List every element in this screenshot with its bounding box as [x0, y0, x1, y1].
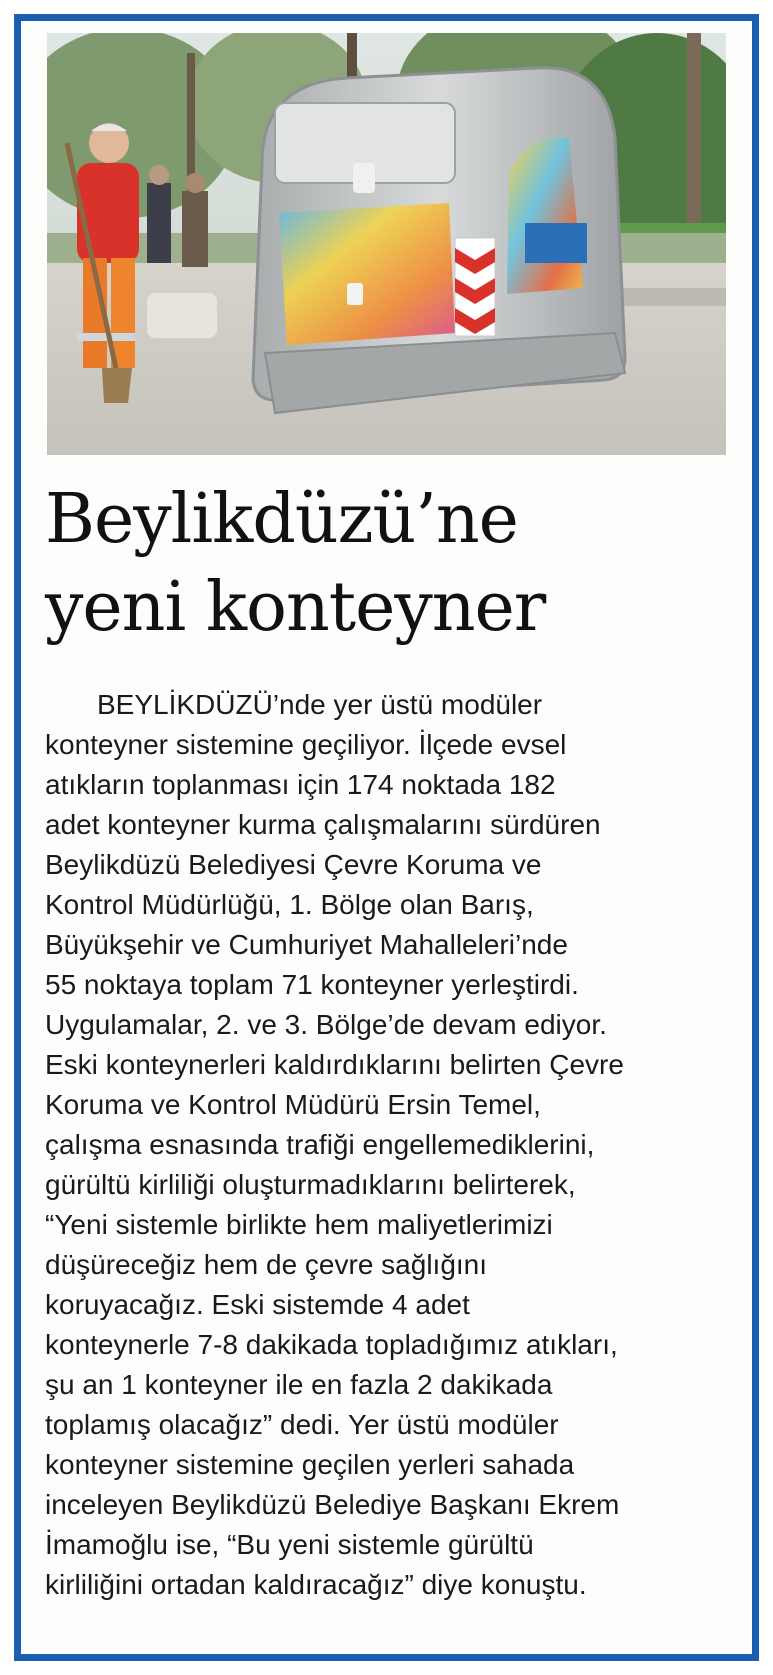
body-line: konteyner sistemine geçilen yerleri sahada [45, 1449, 575, 1480]
headline [45, 476, 735, 652]
newspaper-clipping [14, 14, 759, 1661]
body-line: Kontrol Müdürlüğü, 1. Bölge olan Barış, [45, 889, 534, 920]
body-line: düşüreceğiz hem de çevre sağlığını [45, 1249, 488, 1280]
body-line: konteynerle 7-8 dakikada topladığımız atıkları, [45, 1329, 618, 1360]
body-line: 55 noktaya toplam 71 konteyner yerleştirdi. [45, 969, 579, 1000]
body-line: inceleyen Beylikdüzü Belediye Başkanı Ekrem [45, 1489, 620, 1520]
body-line: atıkların toplanması için 174 noktada 182 [45, 769, 556, 800]
body-line: Uygulamalar, 2. ve 3. Bölge’de devam ediyor. [45, 1009, 607, 1040]
headline-line-2: yeni konteyner [45, 568, 546, 647]
body-line: İmamoğlu ise, “Bu yeni sistemle gürültü [45, 1529, 534, 1560]
body-line: kirliliğini ortadan kaldıracağız” diye konuştu. [45, 1569, 587, 1600]
body-line: Koruma ve Kontrol Müdürü Ersin Temel, [45, 1089, 541, 1120]
body-line: “Yeni sistemle birlikte hem maliyetlerimizi [45, 1209, 553, 1240]
article-body [45, 685, 745, 1605]
body-line: gürültü kirliliği oluşturmadıklarını belirterek, [45, 1169, 576, 1200]
body-line: Eski konteynerleri kaldırdıklarını belirten Çevre [45, 1049, 624, 1080]
body-line: çalışma esnasında trafiği engellemediklerini, [45, 1129, 595, 1160]
body-line: Beylikdüzü Belediyesi Çevre Koruma ve [45, 849, 542, 880]
body-line: konteyner sistemine geçiliyor. İlçede evsel [45, 729, 567, 760]
body-line: şu an 1 konteyner ile en fazla 2 dakikada [45, 1369, 553, 1400]
headline-line-1: Beylikdüzü’ne [45, 480, 518, 559]
article-photo [47, 33, 726, 455]
body-line: koruyacağız. Eski sistemde 4 adet [45, 1289, 470, 1320]
container-photo-illustration [47, 33, 726, 455]
body-line: adet konteyner kurma çalışmalarını sürdüren [45, 809, 601, 840]
body-line: BEYLİKDÜZÜ’nde yer üstü modüler [97, 689, 543, 720]
body-line: Büyükşehir ve Cumhuriyet Mahalleleri’nde [45, 929, 568, 960]
body-line: toplamış olacağız” dedi. Yer üstü modüler [45, 1409, 559, 1440]
